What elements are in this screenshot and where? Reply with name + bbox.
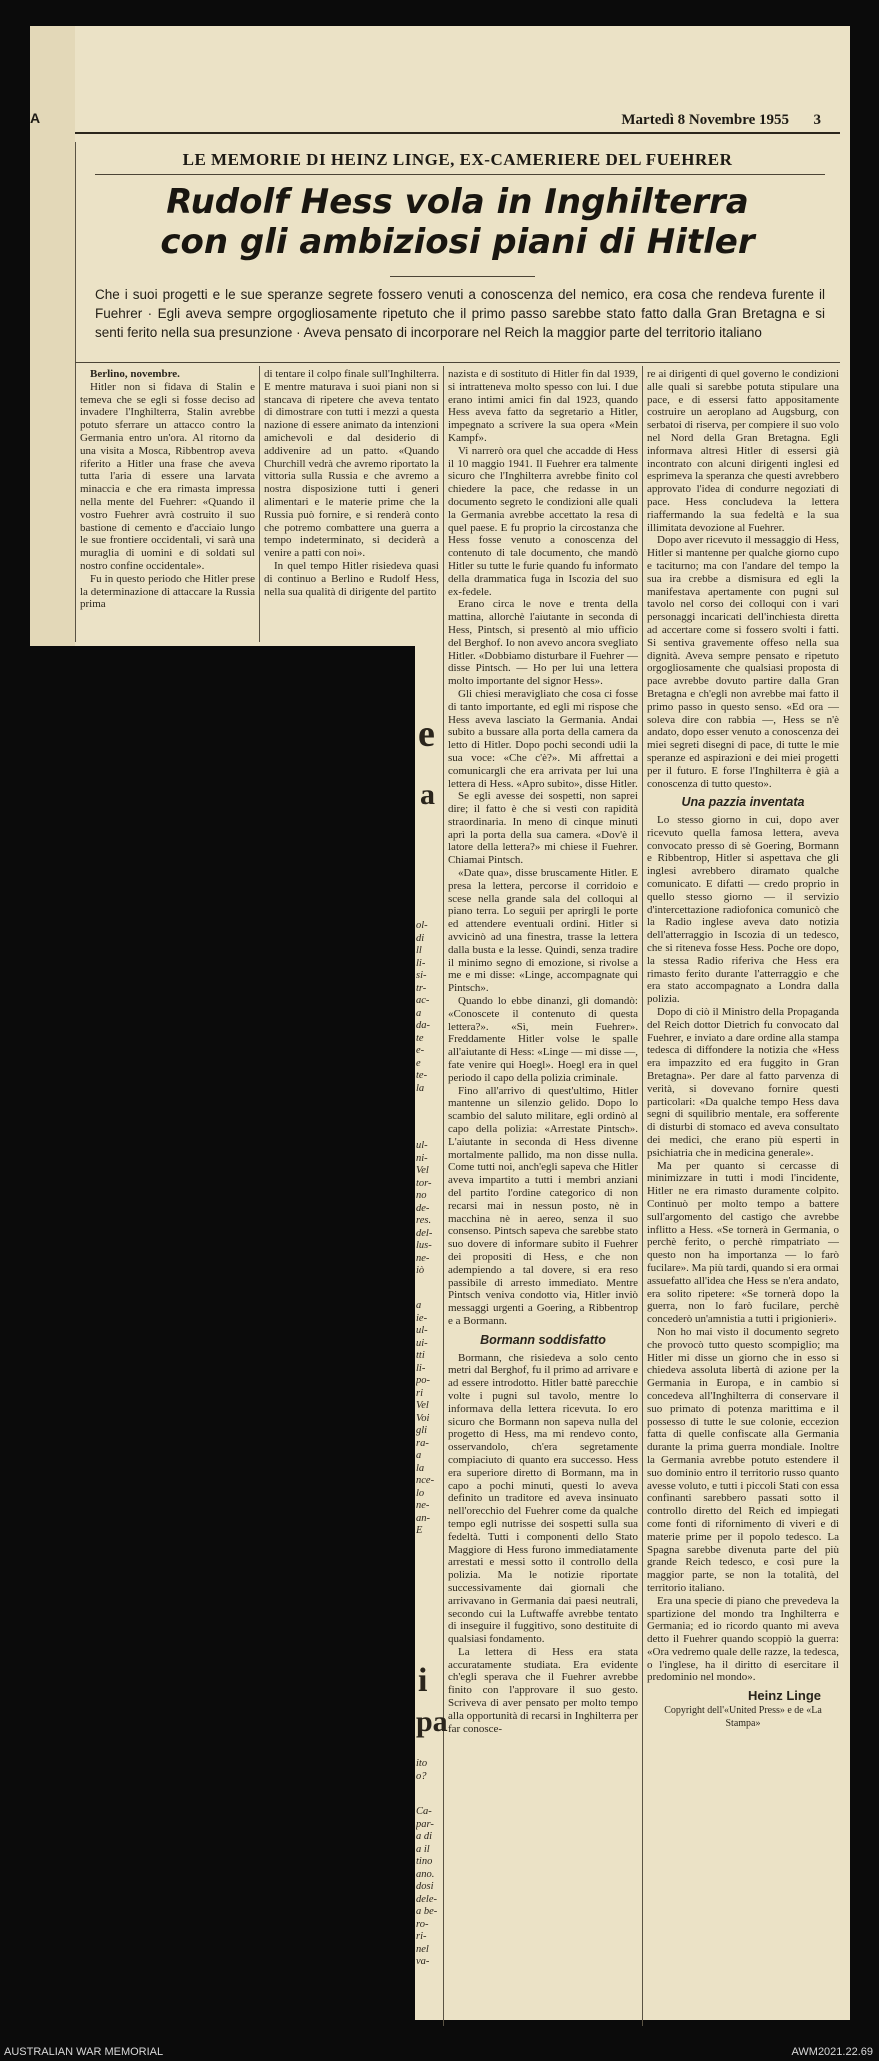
headline-rule [390,276,535,277]
fragment-line: da- [416,1020,430,1031]
column-rule [642,366,643,2026]
paragraph: Non ho mai visto il documento segreto che provocò tutto questo scompiglio; ma Hitler mi disse un giorno che in esso si chiedeva assoluta libertà di azione per la Germania in Europa, e in cambio si concedeva all'Inghilterra di conservare il suo primato di potenza marittima e il possesso di tutte le sue colonie, eccezion fatta di quelle confiscate alla Germania durante la prima guerra mondiale. Inoltre la Germania avrebbe potuto estendere il suo dominio entro il territorio russo quanto avesse voluto, e tutti i piccoli Stati con essa confinanti sarebbero passati sotto il controllo diretto del Reich ed impiegati come fonti di rifornimento di viveri e di materie prime per il popolo tedesco. La Spagna sarebbe divenuta parte del più grande Reich tedesco, e così pure la maggior parte, se non la totalità, del territorio italiano. [647,1325,839,1594]
paragraph: Dopo aver ricevuto il messaggio di Hess, Hitler si mantenne per qualche giorno cupo e taciturno; ma con l'andare del tempo la sua ira crebbe a dismisura ed egli la manifestava apertamente con pugni sul tavolo nel corso dei colloqui con i vari personaggi incaricati dell'inchiesta diretta ad accertare come si fossero svolti i fatti. Si sentiva gravemente offeso nella sua dignità. Aveva sempre pensato e ripetuto orgogliosamente che qualsiasi proposta di pace avrebbe dovuto partire dalla Gran Bretagna e ch'egli non avrebbe mai fatto il primo passo in questo senso. «Ed ora — soleva dire con rabbia —, Hess se n'è andato, dopo esser venuto a conoscenza dei miei segreti disegni di pace, di tutte le mie speranze ed aspirazioni e dei miei progetti per il futuro. E forse l'Inghilterra è già a conoscenza di tutto questo». [647,534,839,790]
fragment-line: ni- [416,1152,428,1164]
archive-footer [0,2046,879,2061]
fragment-line: ol- [416,920,428,931]
paragraph: Fu in questo periodo che Hitler prese la determinazione di attaccare la Russia prima [80,572,255,611]
edge-letter: A [30,110,41,126]
fragment-line: ul- [416,1140,428,1151]
column-rule [259,366,260,642]
paragraph: Ma per quanto si cercasse di minimizzare in tutti i modi l'incidente, Hitler ne era rimasto duramente colpito. Continuò per molto tempo a battere sull'argomento del castigo che avrebbe inflitto a Hess. «Se tornerà in Germania, o perchè ferito, o perchè rimpatriato — questo non ha importanza — lo farò fucilare». Ma più tardi, quando si era ormai assuefatto all'idea che Hess se n'era andato, era solito ripetere: «Se tornerà dopo la guerra, non lo farò fucilare, perchè concederò un'amnistia a tutti i prigionieri». [647,1159,839,1326]
article-deck: Che i suoi progetti e le sue speranze segrete fossero venuti a conoscenza del nemico, era cosa che rendeva furente il Fuehrer · Egli aveva sempre orgogliosamente ripetuto che il primo passo sarebbe stato fatto dalla Gran Bretagna e si senti ferito nella sua presunzione · Aveva pensato di incorporare nel Reich la maggior parte del territorio italiano [95,287,825,340]
fragment-line: e [416,1057,421,1069]
fragment-big-letter: i [418,1662,428,1699]
fragment-line: no [416,1190,427,1201]
fragment-line: si- [416,970,427,981]
fragment-lines [416,1806,444,1969]
paragraph: Se egli avesse dei sospetti, non saprei dire; il fatto è che si vestì con rapidità straordinaria. In meno di cinque minuti aprì la porta della sua camera. «Dov'è il latore della lettera?» mi chiese il Fuehrer. Chiamai Pintsch. [448,790,638,867]
subheading: Bormann soddisfatto [480,1332,606,1347]
fragment-line: ano. [416,1868,435,1880]
paragraph: Dopo di ciò il Ministro della Propaganda del Reich dottor Dietrich fu convocato dal Fuehrer, e inviato a dare ordine alla stampa tedesca di diffondere la notizia che «Hess era impazzito ed era fuggito in Gran Bretagna». Per dare al fatto parvenza di verità, si dovevano fornire questi particolari: «Da qualche tempo Hess dava segni di squilibrio mentale, era sofferente di disturbi di stomaco ed aveva consultato dei medici, che erano più esperti in psichiatria che in medicina generale». [647,1006,839,1159]
deck-rule [75,362,840,363]
fragment-lines [416,1300,444,1538]
fragment-big-letter: pa [416,1705,448,1738]
column-1 [80,368,255,644]
fragment-line: gli [416,1425,428,1436]
paragraph: Bormann, che risiedeva a solo cento metri dal Berghof, fu il primo ad arrivare e ad essere introdotto. Hitler battè parecchie volte i pugni sul tavolo, mentre lo informava della lettera ricevuta. Io ero sicuro che Bormann non sapeva nulla del progetto di Hess, ma mi rendevo conto, osservandolo, ch'era segretamente compiaciuto di quanto era successo. Hess era superiore diretto di Bormann, ma in capo a pochi minuti, questi lo aveva definito un traditore ed aveva insinuato nell'orecchio del Fuehrer come da qualche tempo egli nutrisse dei sospetti sulla sua fedeltà. Tutti i componenti dello Stato Maggiore di Hess furono immediatamente arrestati e messi sotto il controllo della polizia. Ma le notizie riportate successivamente dai giornali che arrivavano in Germania dai paesi neutrali, secondo cui la Luftwaffe avrebbe tentato di inseguire il fuggitivo, sono destituite di qualsiasi fondamento. [448,1351,638,1646]
paragraph: Hitler non si fidava di Stalin e temeva che se egli si fosse deciso ad invadere l'Inghilterra, Stalin avrebbe potuto sferrare un attacco contro la Germania entro un'ora. Al ritorno da una visita a Mosca, Ribbentrop aveva riferito a Hitler una frase che aveva tutta l'aria di essere una larvata minaccia e che era rimasta impressa nella mente del Fuehrer: «Quando il vostro Fuehrer avrà costruito il suo bastione di cemento e d'acciaio lungo le sue frontiere occidentali, vi sarà una muraglia di uomini e di soldati sul nostro confine occidentale». [80,380,255,572]
fragment-line: a [416,1300,422,1311]
column-3 [448,368,638,2023]
article-headline [75,182,840,262]
copyright-credit: Copyright dell'«United Press» e de «La Stampa» [664,1705,822,1729]
fragment-line: ro- [416,1918,429,1930]
fragment-line: par- [416,1818,434,1830]
subheading: Una pazzia inventata [681,795,805,810]
fragment-line: ne- [416,1500,430,1511]
headline-line-2: con gli ambiziosi piani di Hitler [160,222,755,262]
fragment-line: ie- [416,1312,428,1324]
fragment-line: nel [416,1943,429,1955]
fragment-line: li- [416,1362,426,1374]
paragraph: In quel tempo Hitler risiedeva quasi di continuo a Berlino e Rudolf Hess, nella sua qualità di dirigente del partito [264,559,439,598]
fragment-line: o? [416,1770,427,1782]
paragraph: «Date qua», disse bruscamente Hitler. E presa la lettera, percorse il corridoio e scese nella grande sala del colloqui al piano terra. Lo seguii per aprirgli le porte ed attendere eventuali ordini. Hitler si avvicinò ad una finestra, trasse la lettera dalla busta e la lesse. Quindi, senza tradire il minimo segno di emozione, si rivolse a me e mi disse: «Linge, accompagnate qui Pintsch». [448,867,638,995]
fragment-line: ul- [416,1325,428,1336]
paragraph: Fino all'arrivo di quest'ultimo, Hitler mantenne un silenzio gelido. Dopo lo scambio del saluto militare, egli ordinò al capo della polizia: «Arrestate Pintsch». L'aiutante in seconda di Hess divenne mortalmente pallido, ma non disse nulla. Come tutti noi, anch'egli sapeva che Hitler aveva impartito a tutti i membri anziani del partito l'ordine categorico di non recarsi mai in nessun posto, nè in macchina nè in aereo, senza il suo consenso. Pintsch sapeva che sarebbe stato suo dovere di informare subito il Fuehrer dei propositi di Hess, e che non adempiendo a tal dovere, si era reso passibile di arresto immediato. Mentre Pintsch veniva condotto via, Hitler inviò messaggi urgenti a Goering, a Ribbentrop e a Bormann. [448,1084,638,1327]
fragment-line: ne- [416,1252,430,1264]
fragment-line: li- [416,957,426,969]
fragment-line: ri- [416,1931,427,1942]
fragment-line: te- [416,1070,428,1081]
paragraph: Era una specie di piano che prevedeva la spartizione del mondo tra Inghilterra e Germania; ed io ricordo quanto mi aveva detto il Fuehrer quando scoppiò la guerra: «Ora vedremo quale delle razze, la tedesca, o l'inglese, ha il diritto di esercitare il predominio nel mondo». [647,1594,839,1684]
paragraph: re ai dirigenti di quel governo le condizioni alle quali si sarebbe potuta stipulare una pace, e di essersi fatto appositamente costruire un aeroplano ad Augsburg, con serbatoi di riserva, per compiere il suo volo nel Nord della Gran Bretagna. Egli informava altresì Hitler di essersi già incontrato con alcuni dirigenti inglesi ed esprimeva la speranza che questi avrebbero approvato l'idea di condurre negoziati di pace. Hess concludeva la lettera riaffermando la sua fedeltà e la sua illimitata devozione al Fuehrer. [647,368,839,534]
paragraph: di tentare il colpo finale sull'Inghilterra. E mentre maturava i suoi piani non si stancava di ripetere che aveva tentato di dimostrare con tutti i mezzi a questa nazione di essere animato da intenzioni amichevoli e dal desiderio di addivenire ad un patto. «Quando Churchill vedrà che avremo riportato la vittoria sulla Russia e che avremo a nostra disposizione tutti i generi alimentari e le materie prime che la Russia può fornire, e si renderà conto che potremo combattere una guerra a tempo indeterminato, si deciderà a venire a patti con noi». [264,368,439,560]
fragment-lines [416,1140,444,1278]
fragment-line: ri [416,1387,424,1399]
column-4 [647,368,839,2023]
paragraph: Erano circa le nove e trenta della mattina, allorchè l'aiutante in seconda di Hess, Pintsch, si presentò al mio ufficio del Berghof. Io non avevo ancora svegliato Hitler. «Dobbiamo disturbare il Fuehrer — disse Pintsch. — Ho per lui una lettera molto importante del signor Hess». [448,598,638,688]
fragment-line: te [416,1032,424,1044]
headline-line-1: Rudolf Hess vola in Inghilterra [166,182,749,222]
fragment-line: ui- [416,1337,428,1349]
paragraph: nazista e di sostituto di Hitler fin dal 1939, si intratteneva molto spesso con lui. I due erano intimi amici fin dal 1923, quando Hess aveva fatto da segretario a Hitler, impegnato a scrivere la sua opera «Mein Kampf». [448,368,638,444]
masthead-rule [75,132,840,134]
fragment-line: dele- [416,1893,437,1905]
fragment-line: lus- [416,1240,432,1251]
kicker-rule [95,174,825,175]
fragment-line: Voi [416,1412,430,1424]
paragraph: La lettera di Hess era stata accuratamente studiata. Era evidente ch'egli sperava che il Fuehrer avrebbe finito con l'approvare il suo gesto. Scriveva di aver pensato per molto tempo alla opportunità di recarsi in Inghilterra per far conosce- [448,1645,638,1735]
archive-reference: AWM2021.22.69 [791,2046,873,2058]
page-number: 3 [813,112,821,128]
fragment-line: a be- [416,1906,438,1917]
fragment-line: nce- [416,1475,435,1486]
fragment-line: Ca- [416,1806,432,1817]
fragment-line: tti [416,1350,425,1361]
fragment-line: ito [416,1758,428,1769]
author-signature: Heinz Linge [748,1688,821,1704]
fragment-line: tino [416,1856,433,1867]
fragment-line: E [416,1525,423,1536]
fragment-line: ra- [416,1437,429,1449]
fragment-line: a [416,1450,422,1461]
fragment-line: dosi [416,1881,434,1892]
fragment-line: del- [416,1227,433,1239]
fragment-line: a [416,1007,422,1019]
column-2 [264,368,439,644]
fragment-line: res. [416,1215,432,1226]
fragment-big-letter: e [418,713,435,755]
fragment-line: e- [416,1045,425,1056]
fragment-big-letter: a [420,778,435,811]
fragment-line: a il [416,1843,430,1855]
fragment-line: tor- [416,1177,432,1189]
paragraph: Lo stesso giorno in cui, dopo aver ricevuto quella famosa lettera, aveva convocato presso di sè Goering, Bormann e Ribbentrop, Hitler si aspettava che gli inglesi avrebbero diramato qualche comunicato. E difatti — credo proprio in quello stesso giorno — il servizio d'intercettazione radiofonica comunicò che la Radio inglese aveva dato notizia dell'atterraggio in Iscozia di un tedesco, che si riteneva fosse Hess. Poche ore dopo, la stessa Radio riferiva che Hess era rimasto ferito durante l'atterraggio e che era stato accompagnato a Londra dalla polizia. [647,814,839,1006]
fragment-line: la [416,1462,425,1474]
archive-name: AUSTRALIAN WAR MEMORIAL [4,2046,164,2058]
fragment-line: an- [416,1512,430,1524]
fragment-line: Vel [416,1400,429,1411]
paragraph: Gli chiesi meravigliato che cosa ci fosse di tanto importante, ed egli mi rispose che Hess aveva lasciato la Germania. Andai subito a bussare alla porta della camera da letto di Hitler. Dopo pochi secondi udii la sua voce: «Che c'è?». Mi affrettai a comunicargli che era arrivata per lui una lettera di Hess. «Apro subito», disse Hitler. [448,687,638,790]
article-kicker: LE MEMORIE DI HEINZ LINGE, EX-CAMERIERE DEL FUEHRER [182,150,733,169]
fragment-line: lo [416,1487,425,1499]
fragment-line: di [416,932,425,944]
paragraph: Vi narrerò ora quel che accadde di Hess il 10 maggio 1941. Il Fuehrer era talmente sicuro che l'Inghilterra avrebbe finito col chiedere la pace, che redasse in un documento segreto le condizioni alle quali la Germania avrebbe accettato la resa di quel paese. E fu proprio la circostanza che Hess fosse venuto a conoscenza del contenuto di tale documento, che mandò Hitler su tutte le furie quando fu informato della drammatica fuga in Iscozia del suo ex-fedele. [448,444,638,598]
fragment-lines [416,920,444,1095]
dateline: Berlino, novembre. [90,368,180,380]
fragment-line: iò [416,1265,425,1276]
fragment-line: va- [416,1956,430,1967]
fragment-line: Vel [416,1165,429,1176]
fragment-line: tr- [416,982,427,994]
fragment-line: ll [416,945,422,956]
fragment-line: la [416,1082,425,1094]
fragment-lines [416,1758,444,1783]
paragraph: Quando lo ebbe dinanzi, gli domandò: «Conoscete il contenuto di questa lettera?». «Sì, mein Fuehrer». Freddamente Hitler volse le spalle all'aiutante di Hess: «Linge — mi disse —, fate venire qui Hoegl». Hoegl era in quel periodo il capo della polizia criminale. [448,995,638,1084]
fragment-line: ac- [416,995,430,1006]
issue-date: Martedì 8 Novembre 1955 [621,112,789,128]
fragment-line: po- [416,1375,430,1386]
fragment-line: a di [416,1831,433,1842]
fragment-line: de- [416,1202,430,1214]
